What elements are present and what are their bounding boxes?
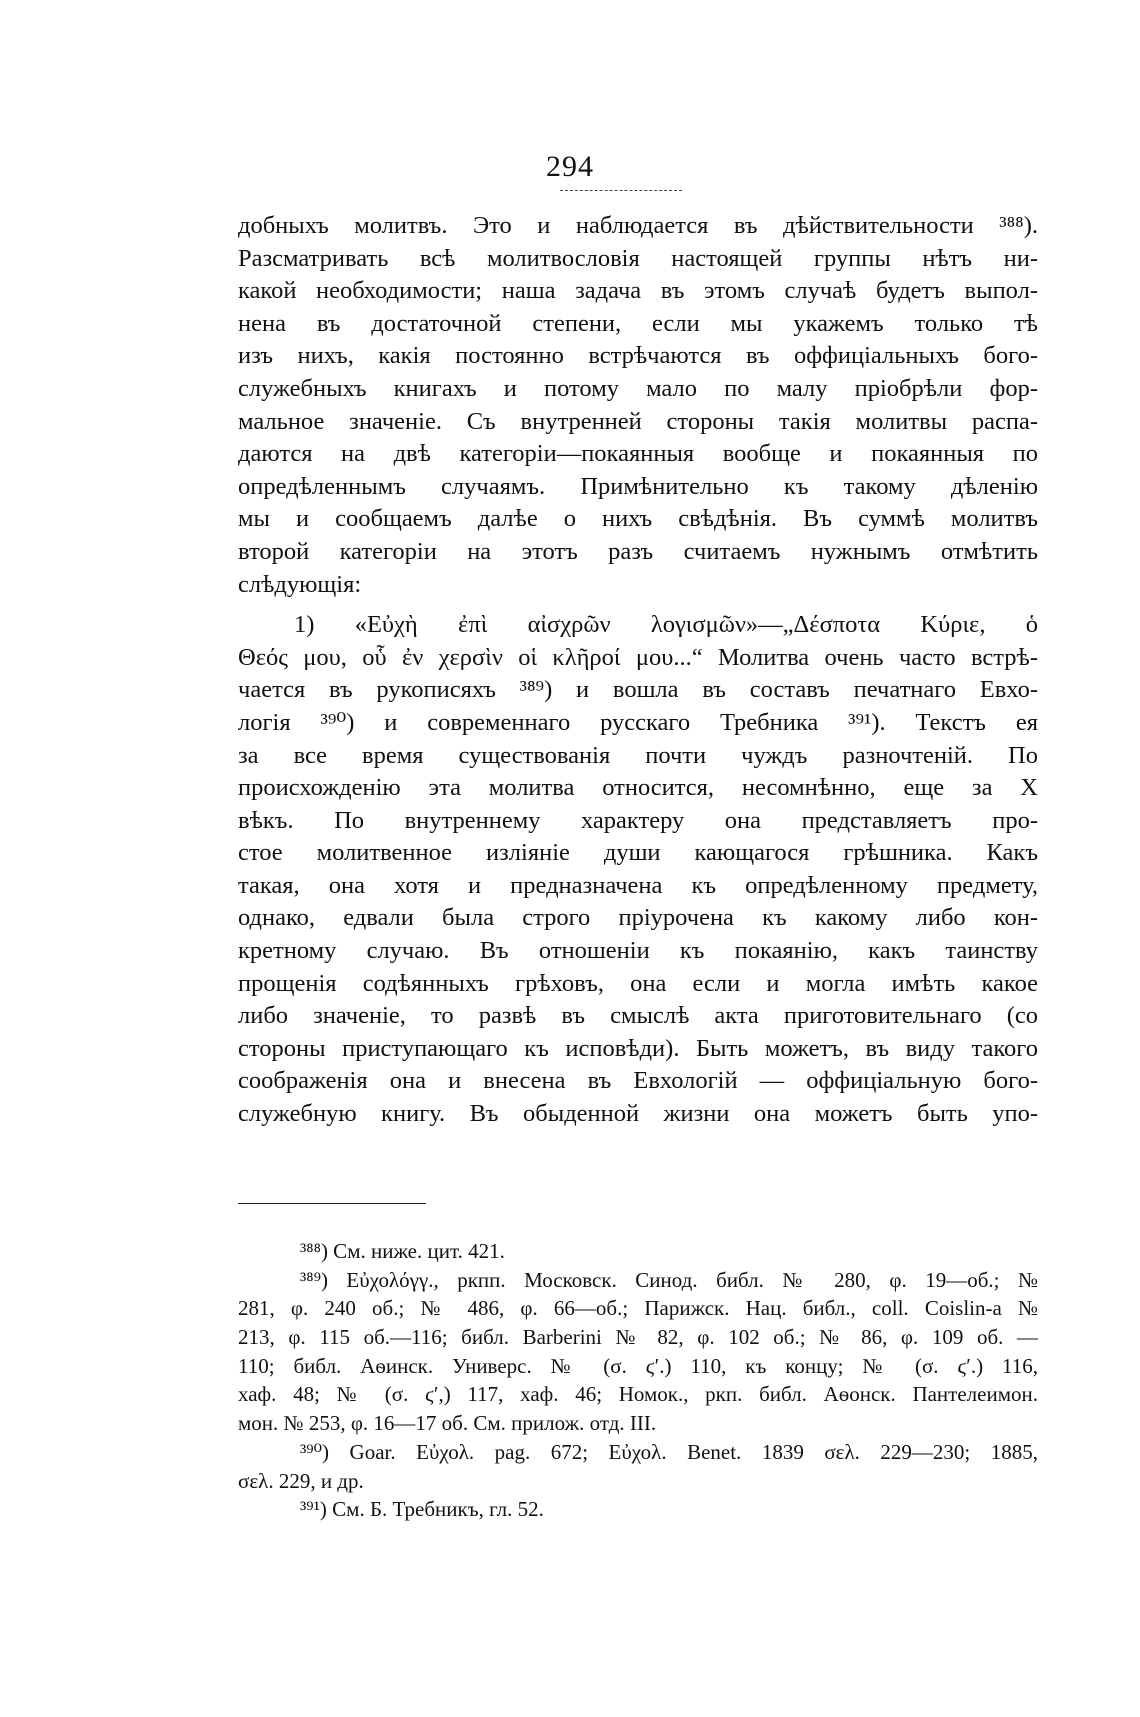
body-line-21: такая, она хотя и предназначена къ опредѣленному предмету, — [238, 871, 1038, 899]
body-line-9: опредѣленнымъ случаямъ. Примѣнительно къ такому дѣленію — [238, 472, 1038, 500]
body-line-6: служебныхъ книгахъ и потому мало по малу пріобрѣли фор- — [238, 374, 1038, 402]
body-line-3: какой необходимости; наша задача въ этомъ случаѣ будетъ выпол- — [238, 277, 1038, 305]
footnote-390-line-2: σελ. 229, и др. — [238, 1468, 364, 1493]
page-number: 294 — [546, 150, 594, 183]
footnote-389-line-6: мон. № 253, φ. 16—17 об. См. прилож. отд. III. — [238, 1411, 657, 1436]
body-line-4: нена въ достаточной степени, если мы укажемъ только тѣ — [238, 309, 1038, 337]
footnote-389-line-4: 110; библ. Аѳинск. Универс. № (σ. ϛ′.) 110, къ концу; № (σ. ϛ′.) 116, — [238, 1353, 1038, 1378]
body-line-26: стороны приступающаго къ исповѣди). Быть можетъ, въ виду такого — [238, 1034, 1038, 1062]
body-line-25: либо значеніе, то развѣ въ смыслѣ акта приготовительнаго (со — [238, 1002, 1038, 1030]
footnote-389-line-1: ³⁸⁹) Εὐχολόγγ., ркпп. Московск. Синод. библ. № 280, φ. 19—об.; № — [300, 1267, 1038, 1292]
footnote-divider — [238, 1203, 426, 1204]
footnotes — [238, 1237, 1038, 1524]
body-line-27: соображенія она и внесена въ Евхологій — оффиціальную бого- — [238, 1067, 1038, 1095]
footnote-389-line-5: хаф. 48; № (σ. ϛ′,) 117, хаф. 46; Номок., ркп. библ. Аѳонск. Пантелеимон. — [238, 1382, 1038, 1407]
body-line-28: служебную книгу. Въ обыденной жизни она можетъ быть упо- — [238, 1100, 1038, 1128]
footnote-388: ³⁸⁸) См. ниже. цит. 421. — [300, 1239, 505, 1263]
body-line-18: происхожденію эта молитва относится, несомнѣнно, еще за X — [238, 774, 1038, 802]
body-line-11: второй категоріи на этотъ разъ считаемъ нужнымъ отмѣтить — [238, 537, 1038, 565]
body-line-5: изъ нихъ, какія постоянно встрѣчаются въ оффиціальныхъ бого- — [238, 342, 1038, 370]
body-line-14: Θεός μου, οὗ ἐν χερσὶν οἱ κλῆροί μου...“ Молитва очень часто встрѣ- — [238, 643, 1038, 671]
body-line-2: Разсматривать всѣ молитвословія настоящей группы нѣтъ ни- — [238, 244, 1038, 272]
footnote-389-line-3: 213, φ. 115 об.—116; библ. Barberini № 82, φ. 102 об.; № 86, φ. 109 об. — — [238, 1325, 1038, 1350]
body-line-19: вѣкъ. По внутреннему характеру она представляетъ про- — [238, 806, 1038, 834]
body-line-24: прощенія содѣянныхъ грѣховъ, она если и могла имѣть какое — [238, 969, 1038, 997]
body-line-8: даются на двѣ категоріи—покаянныя вообще и покаянныя по — [238, 440, 1038, 468]
body-line-22: однако, едвали была строго пріурочена къ какому либо кон- — [238, 904, 1038, 932]
body-line-17: за все время существованія почти чуждъ разночтеній. По — [238, 741, 1038, 769]
footnote-391: ³⁹¹) См. Б. Требникъ, гл. 52. — [300, 1497, 544, 1522]
body-line-16: логія ³⁹⁰) и современнаго русскаго Требника ³⁹¹). Текстъ ея — [238, 708, 1038, 736]
footnote-390-line-1: ³⁹⁰) Goar. Εὐχολ. pag. 672; Εὐχολ. Benet. 1839 σελ. 229—230; 1885, — [300, 1439, 1038, 1464]
body-line-1: добныхъ молитвъ. Это и наблюдается въ дѣйствительности ³⁸⁸). — [238, 212, 1038, 239]
body-line-13: 1) «Εὐχὴ ἐπὶ αἰσχρῶν λογισμῶν»—„Δέσποτα Κύριε, ὁ — [294, 611, 1038, 639]
page-number-rule — [560, 190, 682, 191]
body-line-12: слѣдующія: — [238, 570, 362, 598]
body-line-7: мальное значеніе. Съ внутренней стороны такія молитвы распа- — [238, 407, 1038, 435]
body-line-20: стое молитвенное изліяніе души кающагося грѣшника. Какъ — [238, 839, 1038, 867]
footnote-389-line-2: 281, φ. 240 об.; № 486, φ. 66—об.; Парижск. Нац. библ., coll. Coislin-a № — [238, 1296, 1038, 1321]
body-line-15: чается въ рукописяхъ ³⁸⁹) и вошла въ составъ печатнаго Евхо- — [238, 676, 1038, 704]
body-line-23: кретному случаю. Въ отношеніи къ покаянію, какъ таинству — [238, 937, 1038, 965]
main-text — [238, 210, 1038, 1131]
body-line-10: мы и сообщаемъ далѣе о нихъ свѣдѣнія. Въ суммѣ молитвъ — [238, 505, 1038, 533]
